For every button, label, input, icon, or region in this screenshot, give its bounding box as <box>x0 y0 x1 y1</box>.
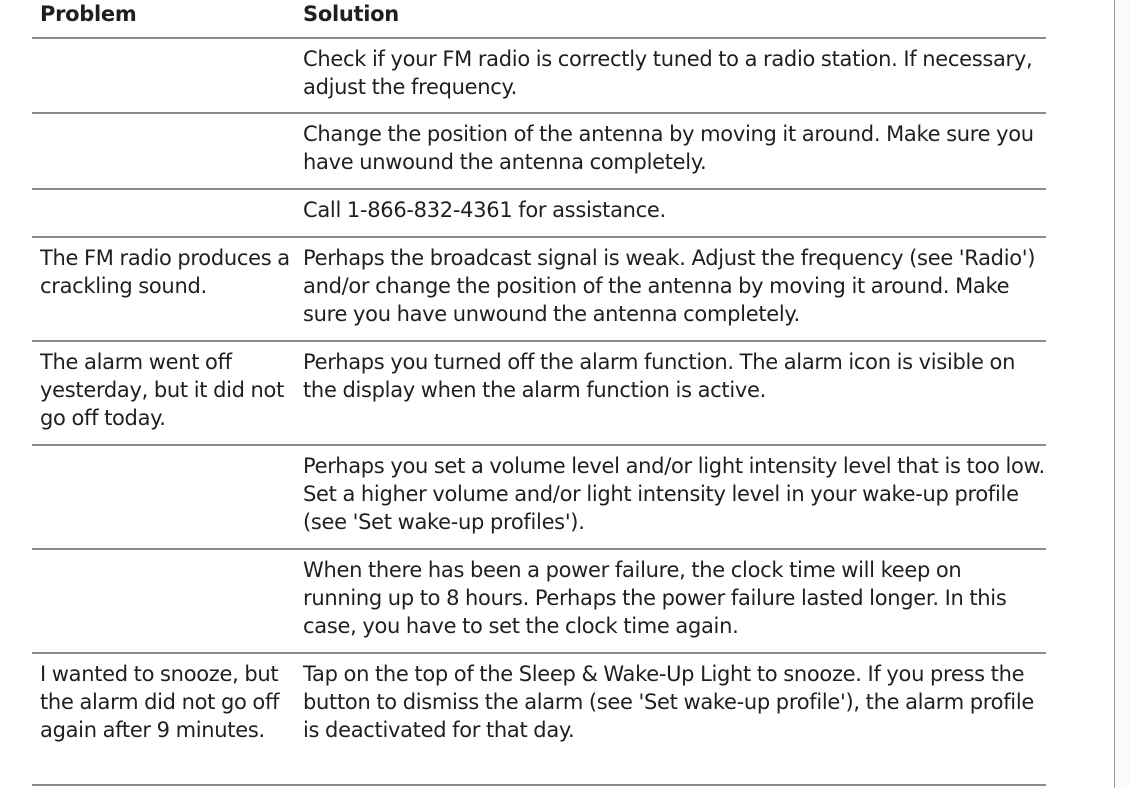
header-problem: Problem <box>32 0 295 38</box>
solution-cell: Perhaps you set a volume level and/or light intensity level that is too low. Set a higher volume and/or light intensity level in your wake-up profile (see 'Set wake-up profiles'). <box>295 445 1046 549</box>
header-solution: Solution <box>295 0 1046 38</box>
problem-cell <box>32 113 295 189</box>
troubleshooting-table <box>32 0 1046 786</box>
table-row <box>32 653 1046 785</box>
table-row <box>32 237 1046 341</box>
problem-cell <box>32 38 295 113</box>
solution-cell: Tap on the top of the Sleep & Wake-Up Light to snooze. If you press the button to dismiss the alarm (see 'Set wake-up profile'), the alarm profile is deactivated for that day. <box>295 653 1046 785</box>
solution-cell: Perhaps you turned off the alarm function. The alarm icon is visible on the display when the alarm function is active. <box>295 341 1046 445</box>
solution-cell: Call 1-866-832-4361 for assistance. <box>295 189 1046 237</box>
problem-cell: The FM radio produces a crackling sound. <box>32 237 295 341</box>
table-row <box>32 341 1046 445</box>
problem-cell: The alarm went off yesterday, but it did not go off today. <box>32 341 295 445</box>
problem-cell <box>32 445 295 549</box>
solution-cell: Check if your FM radio is correctly tuned to a radio station. If necessary, adjust the frequency. <box>295 38 1046 113</box>
solution-cell: Change the position of the antenna by moving it around. Make sure you have unwound the antenna completely. <box>295 113 1046 189</box>
solution-cell: When there has been a power failure, the clock time will keep on running up to 8 hours. Perhaps the power failure lasted longer. In this case, you have to set the clock time again. <box>295 549 1046 653</box>
solution-cell: Perhaps the broadcast signal is weak. Adjust the frequency (see 'Radio') and/or change the position of the antenna by moving it around. Make sure you have unwound the antenna completely. <box>295 237 1046 341</box>
table-row <box>32 113 1046 189</box>
table-row <box>32 189 1046 237</box>
table-header-row <box>32 0 1046 38</box>
problem-cell <box>32 189 295 237</box>
page-edge-scroll-area <box>1114 0 1130 788</box>
table-row <box>32 38 1046 113</box>
problem-cell: I wanted to snooze, but the alarm did not go off again after 9 minutes. <box>32 653 295 785</box>
table-row <box>32 549 1046 653</box>
table-row <box>32 445 1046 549</box>
problem-cell <box>32 549 295 653</box>
